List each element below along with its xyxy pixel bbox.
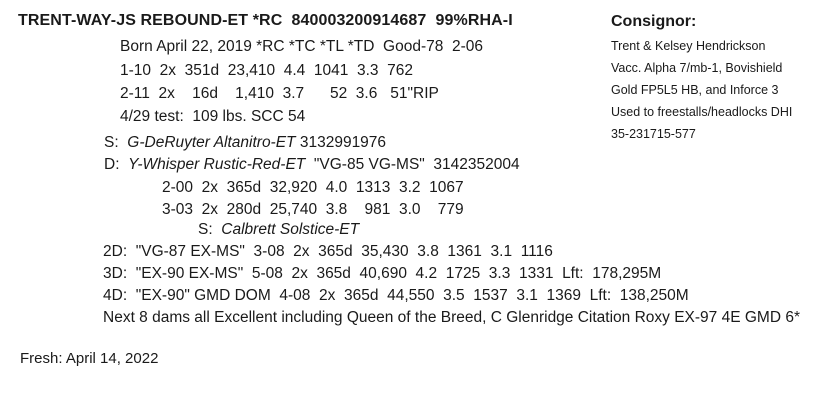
consignor-line: Vacc. Alpha 7/mb-1, Bovishield [611,61,783,75]
dam-sire-label: S: [198,221,213,238]
test-info: 4/29 test: 109 lbs. SCC 54 [120,108,306,125]
consignor-line: Used to freestalls/headlocks DHI [611,105,793,119]
production-record: 2-11 2x 16d 1,410 3.7 52 3.6 51"RIP [120,85,439,102]
consignor-line: Gold FP5L5 HB, and Inforce 3 [611,83,779,97]
dam-sire-name: Calbrett Solstice-ET [221,221,360,238]
ancestor-4d: 4D: "EX-90" GMD DOM 4-08 2x 365d 44,550 3.5 1537 3.1 1369 Lft: 138,250M [103,287,689,304]
ancestor-2d: 2D: "VG-87 EX-MS" 3-08 2x 365d 35,430 3.8 1361 3.1 1116 [103,243,553,260]
consignor-heading: Consignor: [611,13,697,30]
ancestor-3d: 3D: "EX-90 EX-MS" 5-08 2x 365d 40,690 4.2 1725 3.3 1331 Lft: 178,295M [103,265,662,282]
dam-reg: "VG-85 VG-MS" 3142352004 [313,156,520,173]
dam-record: 2-00 2x 365d 32,920 4.0 1313 3.2 1067 [162,179,464,196]
dam-record: 3-03 2x 280d 25,740 3.8 981 3.0 779 [162,201,464,218]
dam-label: D: [104,156,120,173]
production-record: 1-10 2x 351d 23,410 4.4 1041 3.3 762 [120,62,414,79]
birth-info: Born April 22, 2019 *RC *TC *TL *TD Good-78 2-06 [120,38,483,55]
dam-name: Y-Whisper Rustic-Red-ET [128,156,306,173]
lot-title: TRENT-WAY-JS REBOUND-ET *RC 840003200914687 99%RHA-I [18,12,513,29]
dam-sire-line [198,221,359,239]
consignor-line: Trent & Kelsey Hendrickson [611,39,766,53]
sire-line [104,134,386,152]
sire-reg: 3132991976 [299,134,387,151]
sire-label: S: [104,134,119,151]
sire-name: G-DeRuyter Altanitro-ET [127,134,296,151]
next-dams: Next 8 dams all Excellent including Queen of the Breed, C Glenridge Citation Roxy EX-97 4E GMD 6* [103,309,800,326]
dam-line [104,156,520,174]
consignor-line: 35-231715-577 [611,127,696,141]
fresh-date: Fresh: April 14, 2022 [20,350,159,367]
